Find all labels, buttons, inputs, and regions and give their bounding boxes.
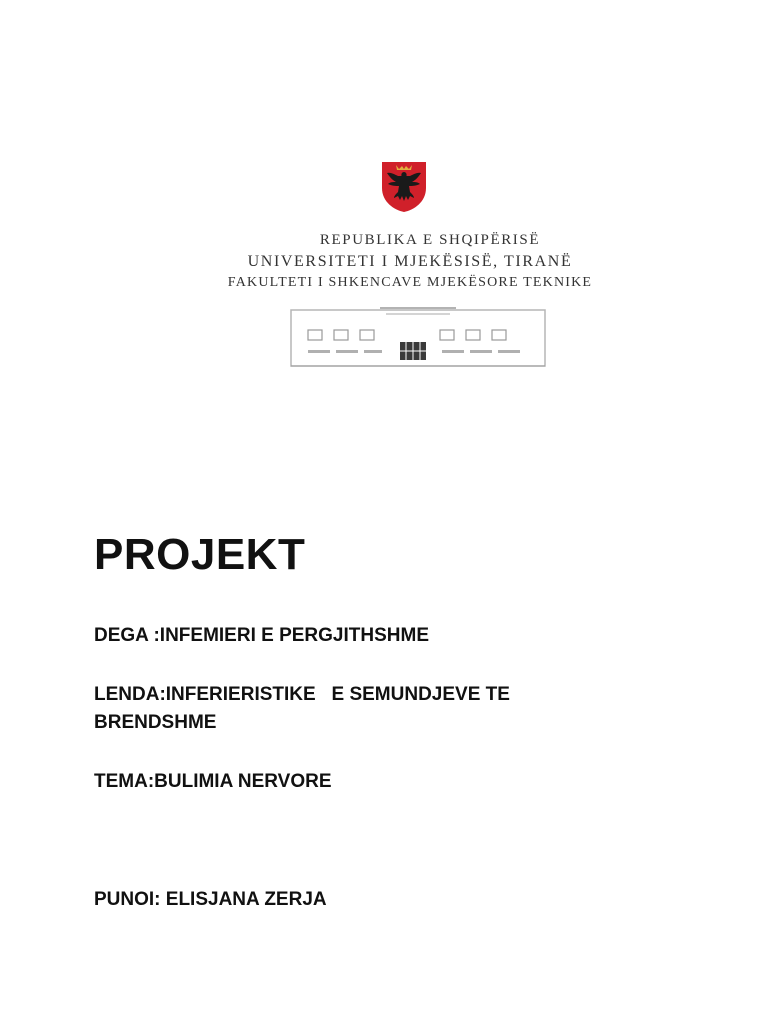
field-lenda: LENDA:INFERIERISTIKE E SEMUNDJEVE TE BRENDSHME [94, 684, 516, 733]
field-tema: TEMA:BULIMIA NERVORE [94, 771, 332, 792]
document-title: PROJEKT [94, 530, 306, 579]
field-dega: DEGA :INFEMIERI E PERGJITHSHME [94, 625, 429, 646]
letterhead [160, 230, 660, 293]
university-building-icon [290, 306, 546, 368]
letterhead-university: UNIVERSITETI I MJEKËSISË, TIRANË [247, 253, 573, 270]
letterhead-faculty: FAKULTETI I SHKENCAVE MJEKËSORE TEKNIKE [227, 275, 593, 290]
letterhead-republic: REPUBLIKA E SHQIPËRISË [319, 232, 541, 248]
field-punoi: PUNOI: ELISJANA ZERJA [94, 889, 327, 910]
albanian-eagle-emblem-icon [376, 158, 432, 214]
